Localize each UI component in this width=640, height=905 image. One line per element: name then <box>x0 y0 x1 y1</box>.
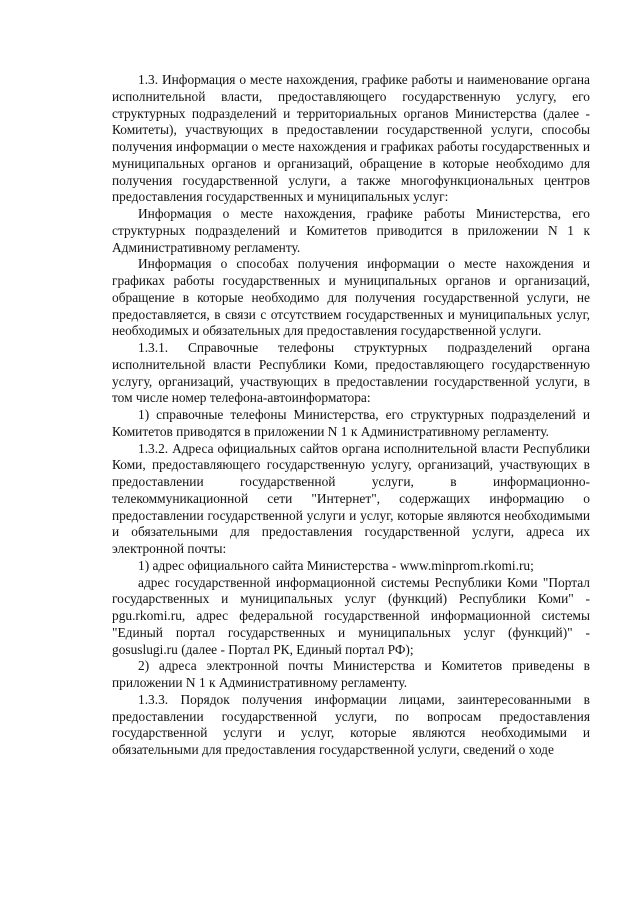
paragraph-1-3-1: 1.3.1. Справочные телефоны структурных подразделений органа исполнительной власти Республики Коми, предоставляющего государственную услугу, организаций, участвующих в предоставлении государственной услуги, в том числе номер телефона-автоинформатора: <box>112 340 590 406</box>
paragraph-phones-item-1: 1) справочные телефоны Министерства, его структурных подразделений и Комитетов приводятся в приложении N 1 к Административному регламенту. <box>112 407 590 439</box>
paragraph-1-3: 1.3. Информация о месте нахождения, графике работы и наименование органа исполнительной власти, предоставляющего государственную услугу, его структурных подразделений и территориальных органов Министерства (далее - Комитеты), участвующих в предоставлении государственной услуги, способы получения информации о месте нахождения и графиках работы государственных и муниципальных органов и организаций, обращение в которые необходимо для получения государственной услуги, а также многофункциональных центров предоставления государственных и муниципальных услуг: <box>112 72 590 205</box>
paragraph-info-methods: Информация о способах получения информации о месте нахождения и графиках работы государственных и муниципальных органов и организаций, обращение в которые необходимо для получения государственной услуги, не предоставляется, в связи с отсутствием государственных и муниципальных услуг, необходимых и обязательных для предоставления государственной услуги. <box>112 256 590 339</box>
paragraph-website-item-1: 1) адрес официального сайта Министерства - www.minprom.rkomi.ru; <box>138 557 534 573</box>
paragraph-ministry-location: Информация о месте нахождения, графике работы Министерства, его структурных подразделений и Комитетов приводится в приложении N 1 к Административному регламенту. <box>112 206 590 255</box>
paragraph-1-3-2: 1.3.2. Адреса официальных сайтов органа исполнительной власти Республики Коми, предоставляющего государственную услугу, организаций, участвующих в предоставлении государственной услуги, в информационно-телекоммуникационной сети "Интернет", содержащих информацию о предоставлении государственной услуги и услуг, которые являются необходимыми и обязательными для предоставления государственной услуги, адреса их электронной почты: <box>112 440 590 556</box>
paragraph-email-item-2: 2) адреса электронной почты Министерства и Комитетов приведены в приложении N 1 к Административному регламенту. <box>112 658 590 690</box>
document-body <box>112 72 590 759</box>
paragraph-portal-addresses: адрес государственной информационной системы Республики Коми "Портал государственных и муниципальных услуг (функций) Республики Коми" - pgu.rkomi.ru, адрес федеральной государственной информационной системы "Единый портал государственных и муниципальных услуг (функций)" - gosuslugi.ru (далее - Портал РК, Единый портал РФ); <box>112 574 590 657</box>
paragraph-1-3-3: 1.3.3. Порядок получения информации лицами, заинтересованными в предоставлении государственной услуги, по вопросам предоставления государственной услуги и услуг, которые являются необходимыми и обязательными для предоставления государственной услуги, сведений о ходе <box>112 691 590 757</box>
